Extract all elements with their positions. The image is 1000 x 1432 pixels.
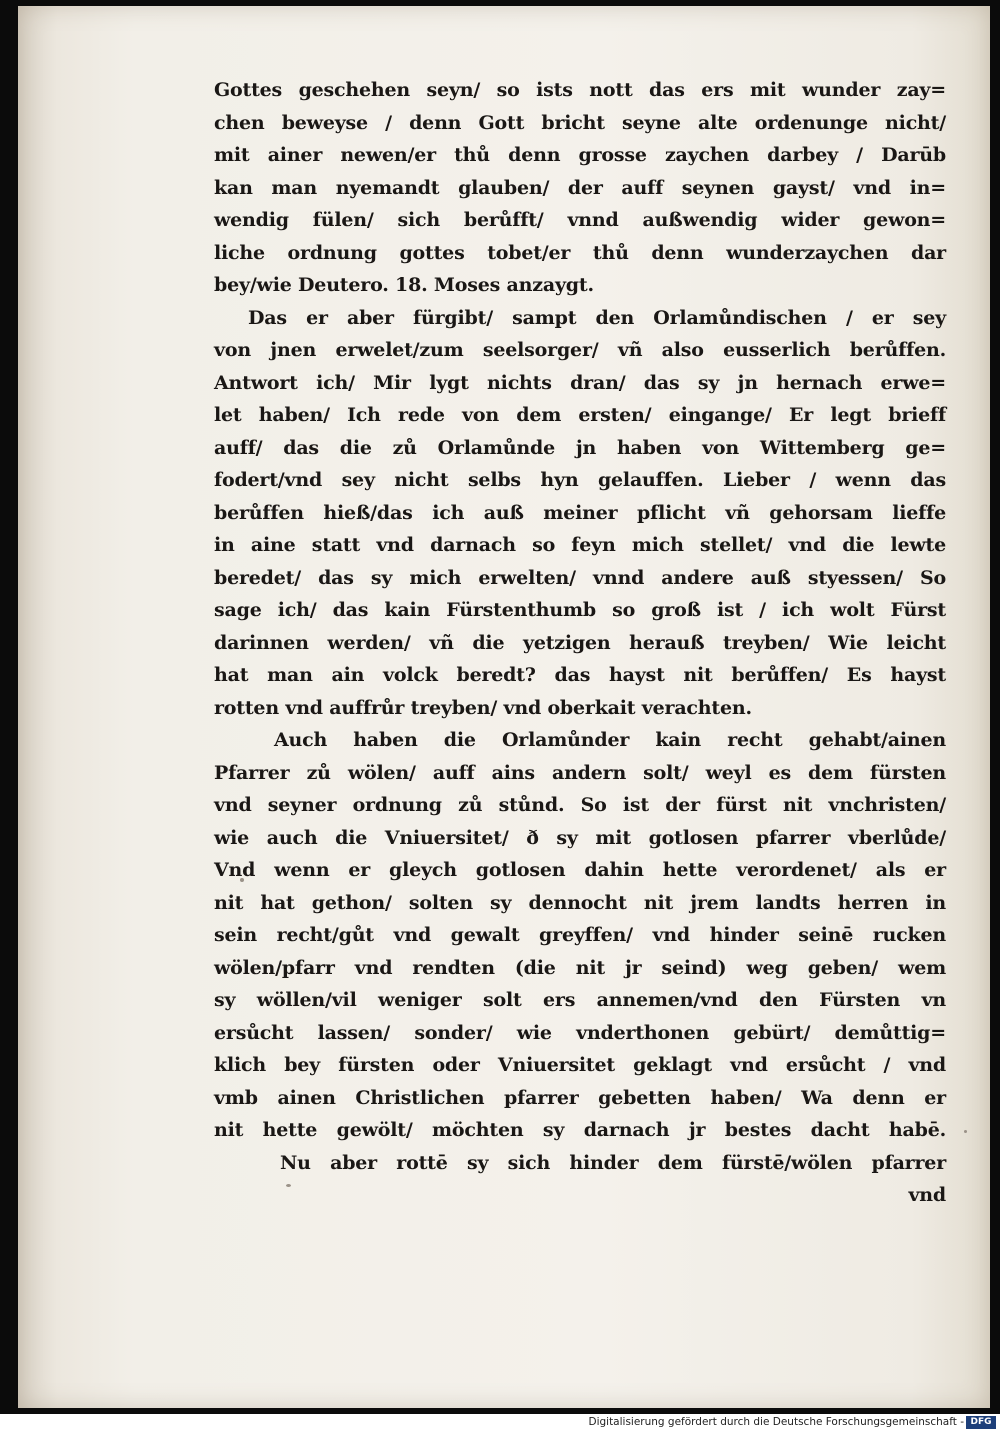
text-line: fodert/vnd sey nicht selbs hyn gelauffen. Lieber / wenn das	[214, 469, 946, 491]
paper-speck	[964, 1130, 967, 1133]
text-line: liche ordnung gottes tobet/er thů denn wunderzaychen dar	[214, 241, 946, 264]
text-line: in aine statt vnd darnach so feyn mich stellet/ vnd die lewte	[214, 534, 946, 556]
text-line: von jnen erwelet/zum seelsorger/ vñ also eusserlich berůffen.	[214, 339, 946, 361]
text-line: nit hat gethon/ solten sy dennocht nit jrem landts herren in	[214, 891, 946, 914]
text-line: Vnd wenn er gleych gotlosen dahin hette verordenet/ als er	[214, 859, 946, 881]
text-line: wie auch die Vniuersitet/ ð sy mit gotlosen pfarrer vberlůde/	[214, 826, 946, 849]
text-line: hat man ain volck beredt? das hayst nit berůffen/ Es hayst	[214, 664, 946, 686]
text-line: klich bey fürsten oder Vniuersitet geklagt vnd ersůcht / vnd	[214, 1054, 946, 1076]
dfg-logo: DFG	[966, 1416, 996, 1429]
text-line: Antwort ich/ Mir lygt nichts dran/ das sy jn hernach erwe=	[214, 371, 946, 394]
text-line: sy wöllen/vil weniger solt ers annemen/vnd den Fürsten vn	[214, 989, 946, 1011]
text-line: Pfarrer zů wölen/ auff ains andern solt/ weyl es dem fürsten	[214, 761, 946, 784]
text-line: beredet/ das sy mich erwelten/ vnnd andere auß styessen/ So	[214, 566, 946, 589]
footer-bar	[0, 1414, 1000, 1432]
catchword: vnd	[908, 1184, 946, 1206]
text-line: chen beweyse / denn Gott bricht seyne alte ordenunge nicht/	[214, 111, 946, 134]
text-line: let haben/ Ich rede von dem ersten/ eingange/ Er legt brieff	[214, 404, 946, 426]
text-line: vmb ainen Christlichen pfarrer gebetten haben/ Wa denn er	[214, 1086, 946, 1109]
paragraph-start-line: Nu aber rottē sy sich hinder dem fürstē/wölen pfarrer	[280, 1151, 946, 1174]
text-line: darinnen werden/ vñ die yetzigen herauß treyben/ Wie leicht	[214, 631, 946, 654]
text-line: Gottes geschehen seyn/ so ists nott das ers mit wunder zay=	[214, 79, 946, 101]
text-line: mit ainer newen/er thů denn grosse zaychen darbey / Darūb	[214, 144, 946, 166]
text-line: sage ich/ das kain Fürstenthumb so groß ist / ich wolt Fürst	[214, 599, 946, 621]
text-line: auff/ das die zů Orlamůnde jn haben von Wittemberg ge=	[214, 436, 946, 459]
text-line: sein recht/gůt vnd gewalt greyffen/ vnd hinder seinē rucken	[214, 924, 946, 946]
text-line: ersůcht lassen/ sonder/ wie vnderthonen gebürt/ demůttig=	[214, 1021, 946, 1044]
text-line: wölen/pfarr vnd rendten (die nit jr seind) weg geben/ wem	[214, 956, 946, 979]
text-line: kan man nyemandt glauben/ der auff seynen gayst/ vnd in=	[214, 176, 946, 199]
text-line: nit hette gewölt/ möchten sy darnach jr bestes dacht habē.	[214, 1119, 946, 1141]
text-line: berůffen hieß/das ich auß meiner pflicht vñ gehorsam lieffe	[214, 501, 946, 524]
paragraph-start-line: Das er aber fürgibt/ sampt den Orlamůndischen / er sey	[248, 306, 946, 329]
text-line: wendig fülen/ sich berůfft/ vnnd außwendig wider gewon=	[214, 209, 946, 231]
text-line: vnd seyner ordnung zů stůnd. So ist der fürst nit vnchristen/	[214, 794, 946, 816]
funding-credit: Digitalisierung gefördert durch die Deutsche Forschungsgemeinschaft -	[588, 1416, 964, 1428]
page-text	[214, 74, 946, 1212]
text-line: bey/wie Deutero. 18. Moses anzaygt.	[214, 274, 594, 296]
paragraph-start-line: Auch haben die Orlamůnder kain recht gehabt/ainen	[274, 729, 946, 751]
text-line: rotten vnd auffrůr treyben/ vnd oberkait verachten.	[214, 696, 752, 719]
